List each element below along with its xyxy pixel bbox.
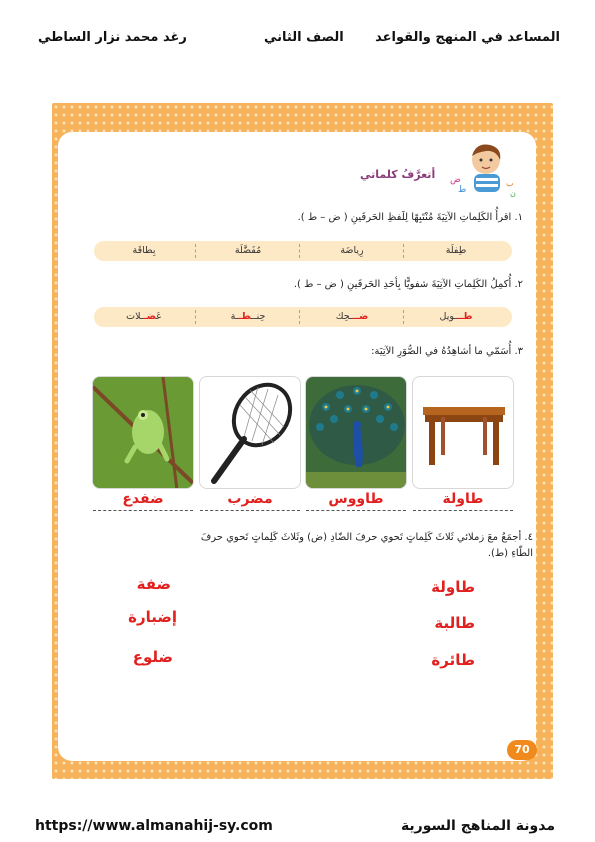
word-prefix: عَ [156,311,162,322]
question-1-word-strip [94,241,512,261]
filled-letter: طـ [238,311,252,322]
ta-word: طاولة [431,578,475,596]
answer-racket: مضرب [227,491,273,507]
frog-icon [93,377,194,489]
grade-label: الصف الثاني [264,30,344,45]
completion-cell [300,307,404,327]
question-2-word-strip [94,307,512,327]
completion-cell [92,307,196,327]
word-cell: طِفلَة [445,245,467,256]
ta-word: طالبة [434,614,475,632]
boy-illustration [446,140,518,198]
book-title: المساعد في المنهج والقواعد [375,30,560,45]
word-cell: مُفَضَّلَة [234,245,262,256]
svg-text:ط: ط [458,185,467,195]
svg-text:ن: ن [510,189,516,198]
answer-line [306,510,406,511]
author-name: رغد محمد نزار الساطي [38,30,187,45]
frog-photo [92,376,194,489]
question-4-line-2: الطّاءِ (ط). [487,548,533,559]
word-cell: رِياضَة [340,245,364,256]
question-4-line-1: ٤. أجمَعُ معَ زملائي ثَلاثَ كَلِماتٍ تَحوي حرفَ الضّادِ (ض) وثَلاثَ كَلِماتٍ تَحوي حرفَ [200,532,533,543]
lesson-title: أتعرَّفُ كلماتي [360,168,436,181]
completion-cell [196,307,300,327]
word-remainder: ـحِك [335,311,353,322]
svg-text:ض: ض [450,175,461,185]
question-3-text: ٣. أُسَمّي ما أشاهِدُهُ في الصُّوَرِ الآتِيَة: [371,346,523,357]
dad-word: ضلوع [132,648,173,666]
answer-line [413,510,513,511]
tennis-racket-icon [200,377,301,489]
word-remainder: ـويل [439,311,458,322]
completion-cell [404,307,508,327]
page-number: 70 [507,740,537,760]
filled-letter: ضـ [143,311,157,322]
word-cell: بِطاقَة [132,245,156,256]
table-icon [413,377,514,489]
word-remainder: ـلات [126,311,144,322]
question-1-text: ١. اقرأُ الكَلِماتِ الآتِيَةَ مُنْتَبِهًا لِلَفظِ الحَرفَينِ ( ض – ط ). [297,212,523,223]
ta-word: طائرة [431,651,475,669]
word-remainder: ـة [230,311,239,322]
filled-letter: ضــ [352,311,369,322]
filled-letter: طــ [457,311,473,322]
peacock-photo [305,376,407,489]
racket-photo [199,376,301,489]
word-prefix: حِنــ [251,311,266,322]
svg-text:ب: ب [506,179,514,188]
answer-line [200,510,300,511]
answer-line [93,510,193,511]
answer-peacock: طاووس [328,491,384,507]
dad-word: إضبارة [128,608,177,626]
question-2-text: ٢. أُكمِلُ الكَلِماتِ الآتِيَةَ شفويًّا بِأحَدِ الحَرفَينِ ( ض – ط ). [293,279,523,290]
table-photo [412,376,514,489]
dad-word: ضفة [136,575,171,593]
footer-site-name: مدونة المناهج السورية [400,818,555,834]
answer-frog: ضفدع [122,491,164,507]
footer-url[interactable]: https://www.almanahij-sy.com [35,818,273,834]
peacock-icon [306,377,407,489]
answer-table: طاولة [442,491,484,507]
